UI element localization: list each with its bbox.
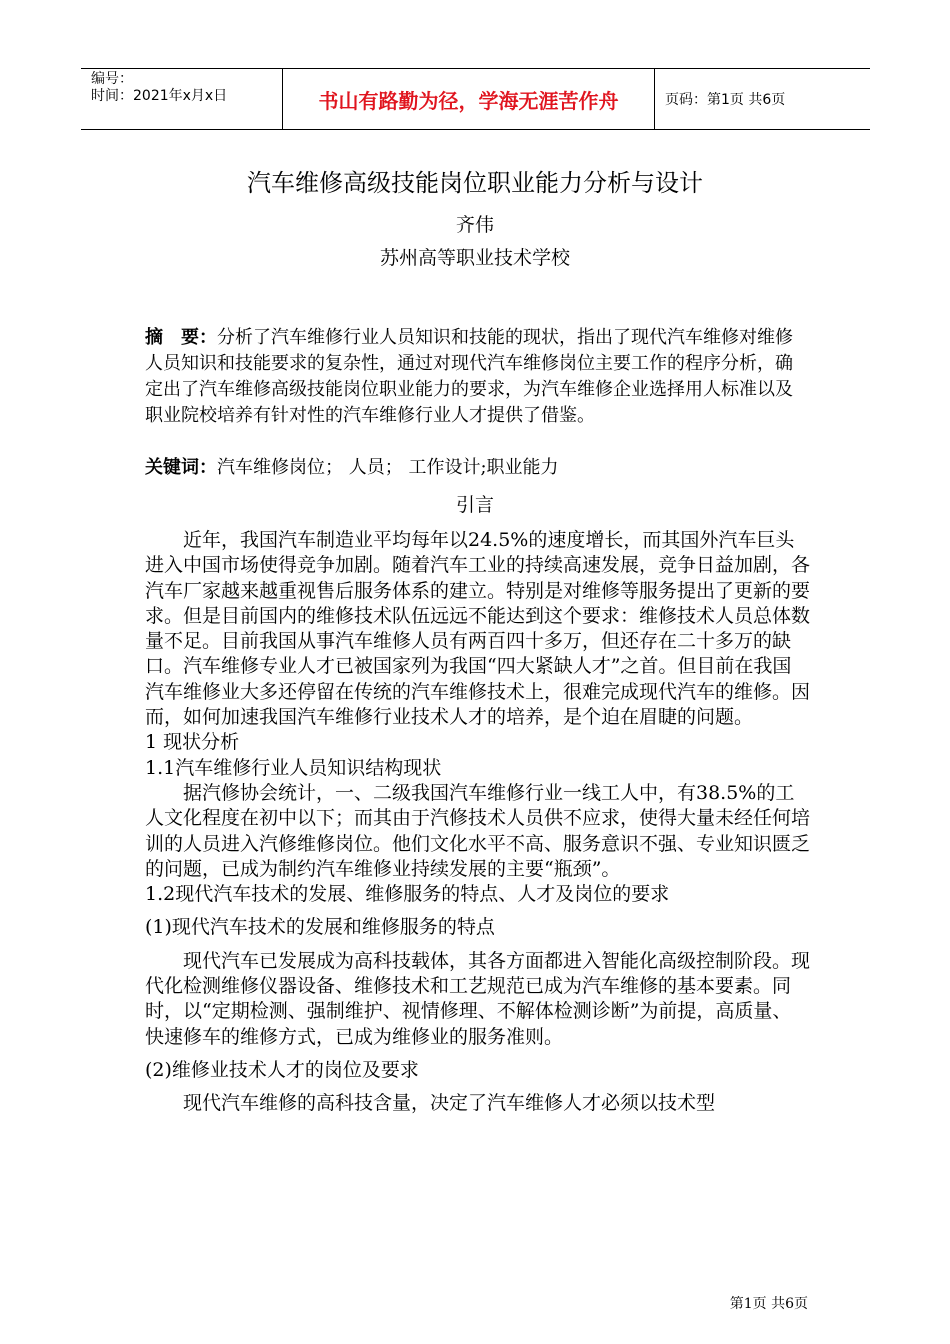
abstract-label: 摘 要： <box>145 327 217 348</box>
body-text <box>145 528 810 1117</box>
doc-number: 编号： <box>91 71 133 87</box>
section-heading-1-2: 1.2现代汽车技术的发展、维修服务的特点、人才及岗位的要求 <box>145 883 670 906</box>
header-page-number: 页码：第1页 共6页 <box>665 92 786 108</box>
paragraph-1-2-1: 现代汽车已发展成为高科技载体，其各方面都进入智能化高级控制阶段。现代化检测维修仪器设备、维修技术和工艺规范已成为汽车维修的基本要素。同时，以“定期检测、强制维护、视情修理、不解体检测诊断”为前提，高质量、快速修车的维修方式，已成为维修业的服务准则。 <box>145 949 811 1048</box>
author-name: 齐伟 <box>455 214 494 236</box>
header-meta <box>81 69 283 129</box>
doc-time: 时间：2021年x月x日 <box>91 88 228 104</box>
keywords <box>145 455 810 481</box>
keywords-label: 关键词： <box>145 457 217 478</box>
subsection-heading-2: (2)维修业技术人才的岗位及要求 <box>145 1058 419 1081</box>
document-title: 汽车维修高级技能岗位职业能力分析与设计 <box>247 169 703 197</box>
abstract <box>145 325 810 429</box>
section-heading-1-1: 1.1汽车维修行业人员知识结构现状 <box>145 756 442 779</box>
page-footer: 第1页 共6页 <box>729 1296 808 1312</box>
section-heading-1: 1 现状分析 <box>145 731 240 754</box>
author-affiliation: 苏州高等职业技术学校 <box>379 247 570 269</box>
paragraph-1-1: 据汽修协会统计，一、二级我国汽车维修行业一线工人中，有38.5%的工人文化程度在初中以下；而其由于汽修技术人员供不应求，使得大量未经任何培训的人员进入汽修维修岗位。他们文化水平不高、服务意识不强、专业知识匮乏的问题，已成为制约汽车维修业持续发展的主要“瓶颈”。 <box>145 781 811 880</box>
page-header <box>81 68 870 130</box>
abstract-text: 分析了汽车维修行业人员知识和技能的现状，指出了现代汽车维修对维修人员知识和技能要求的复杂性，通过对现代汽车维修岗位主要工作的程序分析，确定出了汽车维修高级技能岗位职业能力的要求，为汽车维修企业选择用人标准以及职业院校培养有针对性的汽车维修行业人才提供了借鉴。 <box>145 327 793 426</box>
header-motto: 书山有路勤为径，学海无涯苦作舟 <box>283 69 655 129</box>
intro-heading: 引言 <box>455 494 494 516</box>
keywords-text: 汽车维修岗位； 人员； 工作设计;职业能力 <box>217 457 559 478</box>
paragraph-intro: 近年，我国汽车制造业平均每年以24.5%的速度增长，而其国外汽车巨头进入中国市场使得竞争加剧。随着汽车工业的持续高速发展，竞争日益加剧，各汽车厂家越来越重视售后服务体系的建立。特别是对维修等服务提出了更新的要求。但是目前国内的维修技术队伍远远不能达到这个要求：维修技术人员总体数量不足。目前我国从事汽车维修人员有两百四十多万，但还存在二十多万的缺口。汽车维修专业人才已被国家列为我国“四大紧缺人才”之首。但目前在我国汽车维修业大多还停留在传统的汽车维修技术上，很难完成现代汽车的维修。因而，如何加速我国汽车维修行业技术人才的培养，是个迫在眉睫的问题。 <box>145 529 811 729</box>
paragraph-1-2-2: 现代汽车维修的高科技含量，决定了汽车维修人才必须以技术型 <box>183 1092 716 1115</box>
subsection-heading-1: (1)现代汽车技术的发展和维修服务的特点 <box>145 916 495 939</box>
